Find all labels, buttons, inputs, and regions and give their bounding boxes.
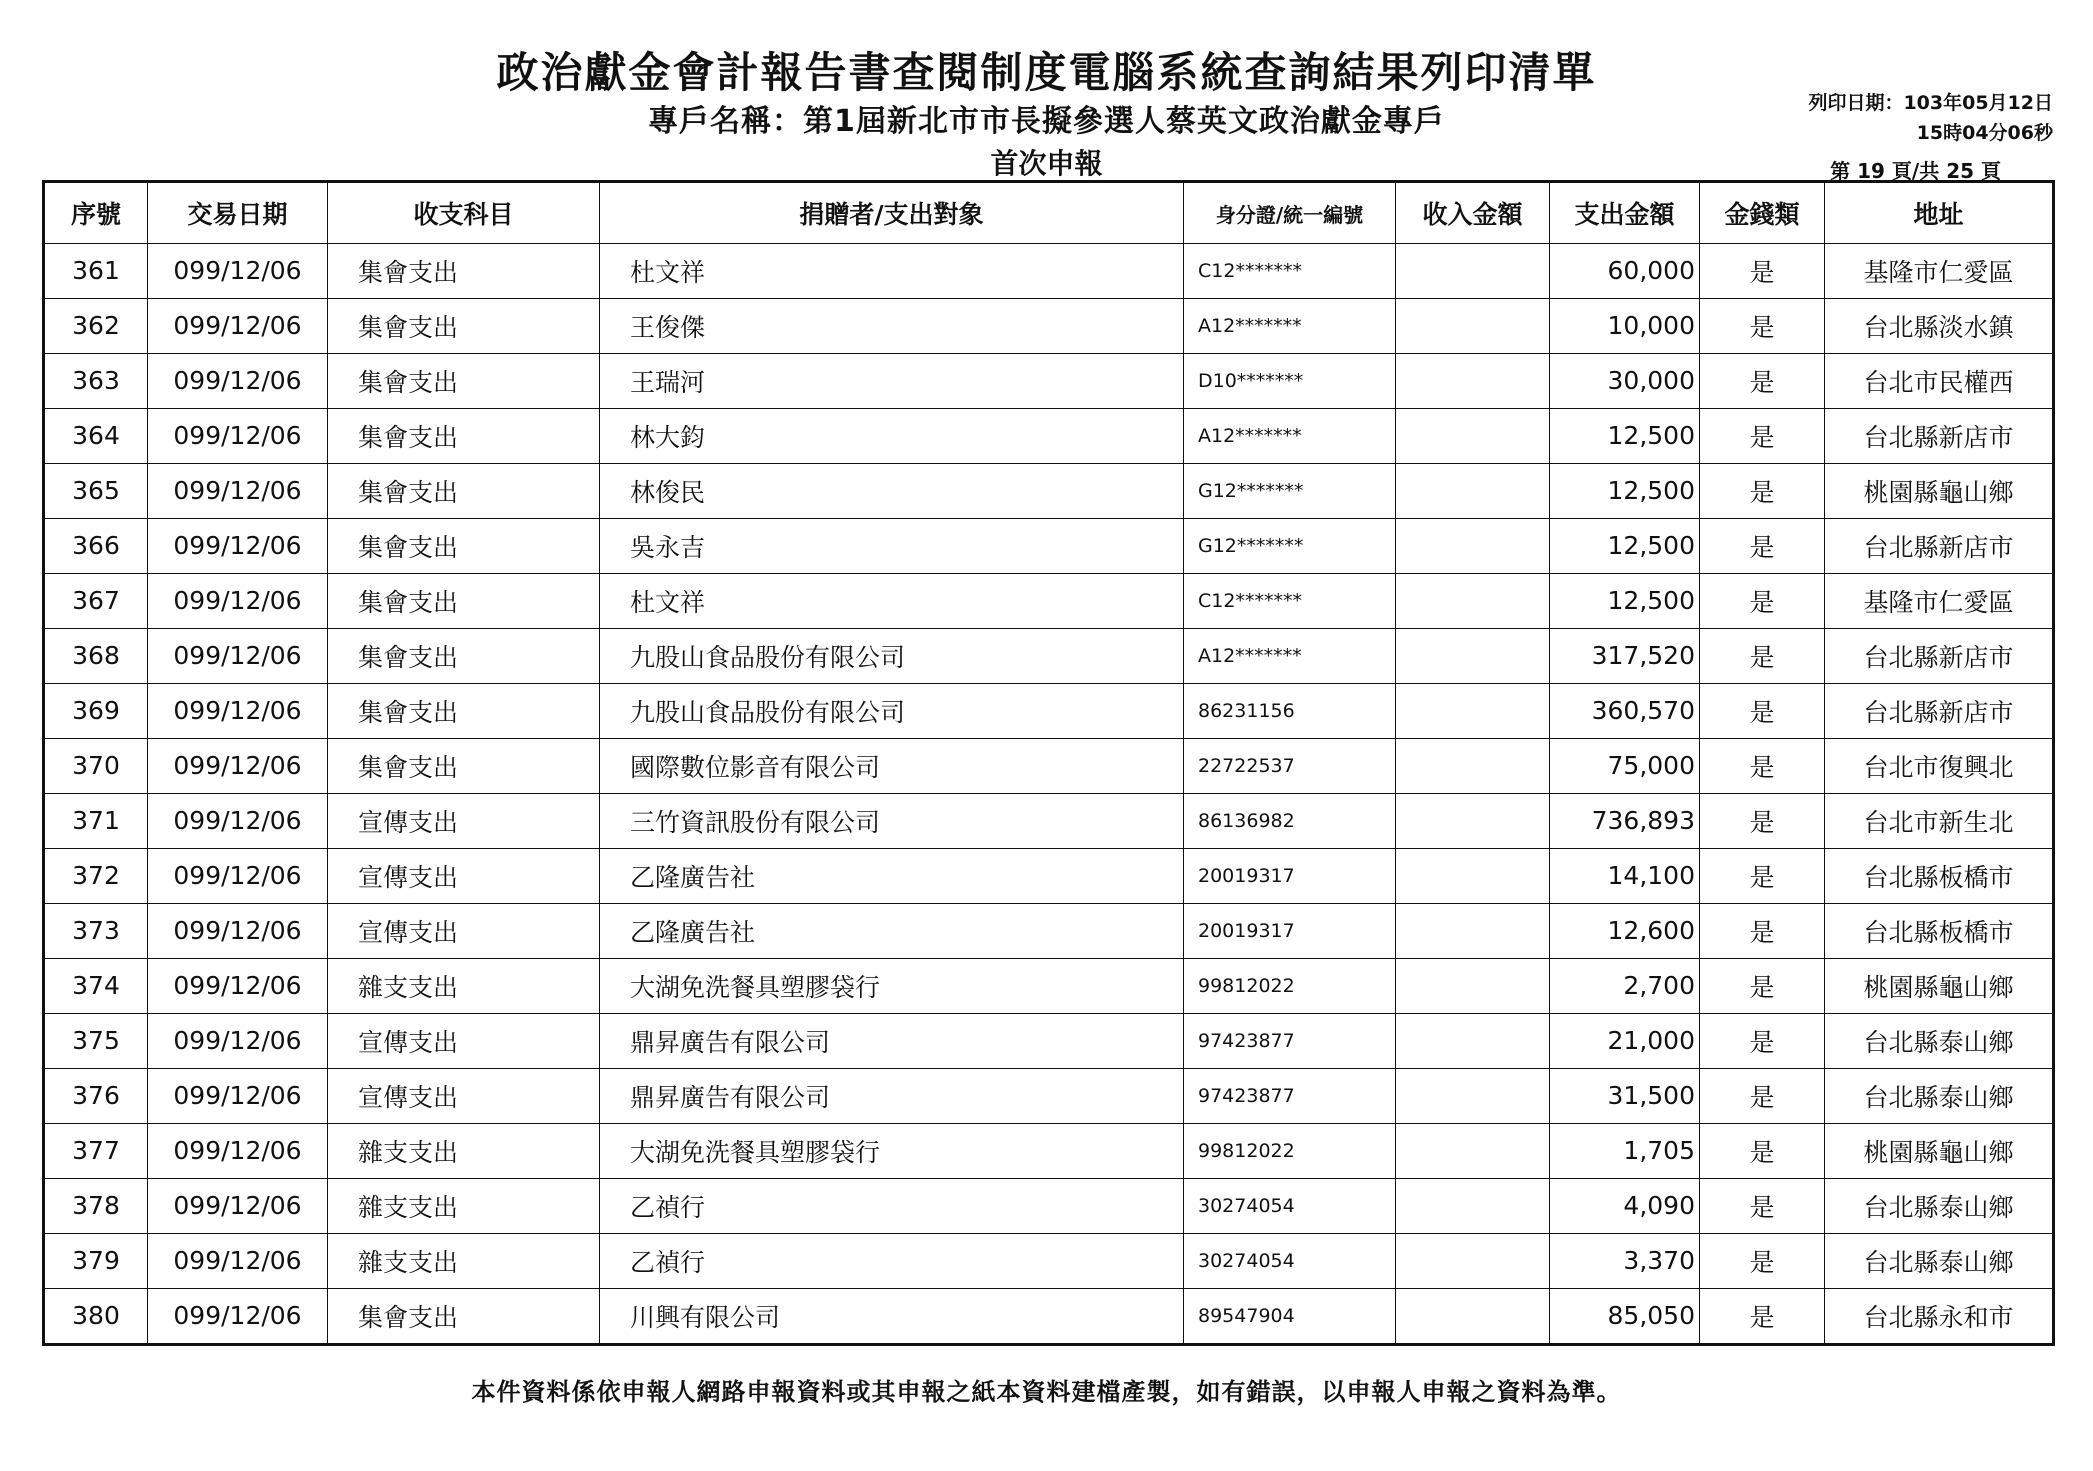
cell-party: 吳永吉 bbox=[600, 518, 1184, 573]
cell-expense: 3,370 bbox=[1550, 1233, 1700, 1288]
col-header-subject: 收支科目 bbox=[328, 182, 600, 244]
cell-income bbox=[1396, 298, 1550, 353]
cell-subject: 宣傳支出 bbox=[328, 903, 600, 958]
cell-cash: 是 bbox=[1700, 793, 1825, 848]
col-header-id: 身分證/統一編號 bbox=[1184, 182, 1396, 244]
cell-income bbox=[1396, 1123, 1550, 1178]
cell-id: C12******* bbox=[1184, 244, 1396, 299]
cell-party: 大湖免洗餐具塑膠袋行 bbox=[600, 958, 1184, 1013]
table-row bbox=[44, 518, 2054, 573]
cell-cash: 是 bbox=[1700, 1068, 1825, 1123]
cell-date: 099/12/06 bbox=[148, 1123, 328, 1178]
cell-party: 鼎昇廣告有限公司 bbox=[600, 1068, 1184, 1123]
cell-subject: 集會支出 bbox=[328, 244, 600, 299]
cell-subject: 宣傳支出 bbox=[328, 793, 600, 848]
cell-address: 台北市復興北 bbox=[1825, 738, 2054, 793]
cell-expense: 12,500 bbox=[1550, 463, 1700, 518]
cell-income bbox=[1396, 463, 1550, 518]
cell-address: 基隆市仁愛區 bbox=[1825, 573, 2054, 628]
cell-subject: 集會支出 bbox=[328, 738, 600, 793]
cell-income bbox=[1396, 848, 1550, 903]
cell-expense: 85,050 bbox=[1550, 1288, 1700, 1344]
cell-income bbox=[1396, 408, 1550, 463]
cell-address: 台北縣泰山鄉 bbox=[1825, 1233, 2054, 1288]
report-type: 首次申報 bbox=[990, 147, 1103, 180]
cell-expense: 4,090 bbox=[1550, 1178, 1700, 1233]
cell-id: D10******* bbox=[1184, 353, 1396, 408]
cell-id: 20019317 bbox=[1184, 903, 1396, 958]
cell-subject: 集會支出 bbox=[328, 408, 600, 463]
table-header-row bbox=[44, 182, 2054, 244]
page-info: 第 19 頁/共 25 頁 bbox=[1830, 159, 2001, 183]
cell-date: 099/12/06 bbox=[148, 1288, 328, 1344]
cell-date: 099/12/06 bbox=[148, 1013, 328, 1068]
cell-seq: 364 bbox=[44, 408, 148, 463]
cell-date: 099/12/06 bbox=[148, 573, 328, 628]
cell-date: 099/12/06 bbox=[148, 848, 328, 903]
cell-cash: 是 bbox=[1700, 298, 1825, 353]
cell-id: G12******* bbox=[1184, 518, 1396, 573]
cell-address: 台北縣板橋市 bbox=[1825, 903, 2054, 958]
cell-address: 基隆市仁愛區 bbox=[1825, 244, 2054, 299]
cell-party: 乙禎行 bbox=[600, 1178, 1184, 1233]
cell-cash: 是 bbox=[1700, 1123, 1825, 1178]
cell-address: 台北市新生北 bbox=[1825, 793, 2054, 848]
cell-id: 86136982 bbox=[1184, 793, 1396, 848]
cell-seq: 376 bbox=[44, 1068, 148, 1123]
table-row bbox=[44, 298, 2054, 353]
cell-date: 099/12/06 bbox=[148, 518, 328, 573]
table-row bbox=[44, 738, 2054, 793]
cell-subject: 集會支出 bbox=[328, 353, 600, 408]
cell-seq: 362 bbox=[44, 298, 148, 353]
col-header-expense: 支出金額 bbox=[1550, 182, 1700, 244]
cell-subject: 宣傳支出 bbox=[328, 1013, 600, 1068]
cell-seq: 368 bbox=[44, 628, 148, 683]
cell-cash: 是 bbox=[1700, 958, 1825, 1013]
cell-expense: 21,000 bbox=[1550, 1013, 1700, 1068]
cell-cash: 是 bbox=[1700, 683, 1825, 738]
cell-address: 台北縣泰山鄉 bbox=[1825, 1178, 2054, 1233]
col-header-address: 地址 bbox=[1825, 182, 2054, 244]
table-row bbox=[44, 1178, 2054, 1233]
cell-income bbox=[1396, 1013, 1550, 1068]
cell-address: 台北縣新店市 bbox=[1825, 683, 2054, 738]
cell-subject: 雜支支出 bbox=[328, 1178, 600, 1233]
cell-cash: 是 bbox=[1700, 1288, 1825, 1344]
table-row bbox=[44, 903, 2054, 958]
cell-income bbox=[1396, 903, 1550, 958]
cell-expense: 30,000 bbox=[1550, 353, 1700, 408]
cell-expense: 31,500 bbox=[1550, 1068, 1700, 1123]
cell-id: 99812022 bbox=[1184, 1123, 1396, 1178]
col-header-cash: 金錢類 bbox=[1700, 182, 1825, 244]
cell-subject: 雜支支出 bbox=[328, 1233, 600, 1288]
cell-expense: 12,500 bbox=[1550, 518, 1700, 573]
cell-income bbox=[1396, 518, 1550, 573]
table-row bbox=[44, 1233, 2054, 1288]
cell-seq: 380 bbox=[44, 1288, 148, 1344]
cell-expense: 360,570 bbox=[1550, 683, 1700, 738]
cell-seq: 365 bbox=[44, 463, 148, 518]
cell-id: A12******* bbox=[1184, 628, 1396, 683]
cell-cash: 是 bbox=[1700, 463, 1825, 518]
cell-address: 桃園縣龜山鄉 bbox=[1825, 1123, 2054, 1178]
print-timestamp bbox=[1808, 88, 2053, 148]
cell-expense: 75,000 bbox=[1550, 738, 1700, 793]
cell-seq: 374 bbox=[44, 958, 148, 1013]
cell-address: 台北縣泰山鄉 bbox=[1825, 1068, 2054, 1123]
cell-party: 王瑞河 bbox=[600, 353, 1184, 408]
cell-expense: 317,520 bbox=[1550, 628, 1700, 683]
cell-party: 九股山食品股份有限公司 bbox=[600, 683, 1184, 738]
table-row bbox=[44, 1123, 2054, 1178]
cell-date: 099/12/06 bbox=[148, 244, 328, 299]
cell-address: 台北市民權西 bbox=[1825, 353, 2054, 408]
cell-expense: 2,700 bbox=[1550, 958, 1700, 1013]
cell-cash: 是 bbox=[1700, 573, 1825, 628]
cell-cash: 是 bbox=[1700, 848, 1825, 903]
cell-subject: 集會支出 bbox=[328, 1288, 600, 1344]
cell-address: 台北縣淡水鎮 bbox=[1825, 298, 2054, 353]
cell-id: C12******* bbox=[1184, 573, 1396, 628]
cell-party: 林大鈞 bbox=[600, 408, 1184, 463]
cell-seq: 367 bbox=[44, 573, 148, 628]
table-row bbox=[44, 408, 2054, 463]
cell-expense: 12,500 bbox=[1550, 408, 1700, 463]
cell-date: 099/12/06 bbox=[148, 738, 328, 793]
cell-cash: 是 bbox=[1700, 408, 1825, 463]
cell-seq: 377 bbox=[44, 1123, 148, 1178]
cell-cash: 是 bbox=[1700, 738, 1825, 793]
cell-seq: 366 bbox=[44, 518, 148, 573]
cell-income bbox=[1396, 573, 1550, 628]
cell-id: A12******* bbox=[1184, 298, 1396, 353]
table-row bbox=[44, 463, 2054, 518]
cell-id: 97423877 bbox=[1184, 1068, 1396, 1123]
table-row bbox=[44, 958, 2054, 1013]
cell-subject: 集會支出 bbox=[328, 298, 600, 353]
cell-date: 099/12/06 bbox=[148, 1178, 328, 1233]
print-time: 15時04分06秒 bbox=[1916, 122, 2053, 144]
cell-cash: 是 bbox=[1700, 1233, 1825, 1288]
cell-address: 台北縣新店市 bbox=[1825, 408, 2054, 463]
cell-date: 099/12/06 bbox=[148, 958, 328, 1013]
cell-id: 97423877 bbox=[1184, 1013, 1396, 1068]
table-row bbox=[44, 793, 2054, 848]
cell-id: 30274054 bbox=[1184, 1233, 1396, 1288]
cell-id: G12******* bbox=[1184, 463, 1396, 518]
col-header-party: 捐贈者/支出對象 bbox=[600, 182, 1184, 244]
cell-party: 鼎昇廣告有限公司 bbox=[600, 1013, 1184, 1068]
cell-address: 台北縣永和市 bbox=[1825, 1288, 2054, 1344]
cell-income bbox=[1396, 1288, 1550, 1344]
cell-party: 乙隆廣告社 bbox=[600, 903, 1184, 958]
cell-party: 杜文祥 bbox=[600, 573, 1184, 628]
cell-party: 乙隆廣告社 bbox=[600, 848, 1184, 903]
table-row bbox=[44, 353, 2054, 408]
cell-expense: 60,000 bbox=[1550, 244, 1700, 299]
table-row bbox=[44, 683, 2054, 738]
cell-seq: 371 bbox=[44, 793, 148, 848]
transactions-table bbox=[42, 180, 2055, 1346]
cell-seq: 363 bbox=[44, 353, 148, 408]
cell-subject: 集會支出 bbox=[328, 463, 600, 518]
cell-cash: 是 bbox=[1700, 903, 1825, 958]
cell-party: 國際數位影音有限公司 bbox=[600, 738, 1184, 793]
cell-income bbox=[1396, 244, 1550, 299]
table-body bbox=[44, 244, 2054, 1345]
cell-date: 099/12/06 bbox=[148, 408, 328, 463]
cell-seq: 373 bbox=[44, 903, 148, 958]
cell-party: 九股山食品股份有限公司 bbox=[600, 628, 1184, 683]
cell-cash: 是 bbox=[1700, 244, 1825, 299]
cell-party: 林俊民 bbox=[600, 463, 1184, 518]
cell-date: 099/12/06 bbox=[148, 298, 328, 353]
cell-address: 台北縣板橋市 bbox=[1825, 848, 2054, 903]
cell-id: 30274054 bbox=[1184, 1178, 1396, 1233]
cell-seq: 370 bbox=[44, 738, 148, 793]
cell-income bbox=[1396, 1178, 1550, 1233]
cell-id: A12******* bbox=[1184, 408, 1396, 463]
cell-expense: 12,600 bbox=[1550, 903, 1700, 958]
cell-subject: 宣傳支出 bbox=[328, 848, 600, 903]
cell-id: 89547904 bbox=[1184, 1288, 1396, 1344]
cell-income bbox=[1396, 353, 1550, 408]
cell-id: 20019317 bbox=[1184, 848, 1396, 903]
disclaimer-note: 本件資料係依申報人網路申報資料或其申報之紙本資料建檔產製，如有錯誤，以申報人申報之資料為準。 bbox=[471, 1378, 1622, 1406]
cell-cash: 是 bbox=[1700, 1013, 1825, 1068]
cell-party: 大湖免洗餐具塑膠袋行 bbox=[600, 1123, 1184, 1178]
cell-party: 杜文祥 bbox=[600, 244, 1184, 299]
cell-subject: 集會支出 bbox=[328, 628, 600, 683]
cell-income bbox=[1396, 628, 1550, 683]
cell-subject: 宣傳支出 bbox=[328, 1068, 600, 1123]
cell-party: 三竹資訊股份有限公司 bbox=[600, 793, 1184, 848]
table-row bbox=[44, 1068, 2054, 1123]
cell-seq: 375 bbox=[44, 1013, 148, 1068]
cell-expense: 736,893 bbox=[1550, 793, 1700, 848]
cell-cash: 是 bbox=[1700, 1178, 1825, 1233]
cell-seq: 378 bbox=[44, 1178, 148, 1233]
cell-seq: 379 bbox=[44, 1233, 148, 1288]
col-header-seq: 序號 bbox=[44, 182, 148, 244]
cell-income bbox=[1396, 1233, 1550, 1288]
col-header-date: 交易日期 bbox=[148, 182, 328, 244]
cell-address: 台北縣新店市 bbox=[1825, 518, 2054, 573]
cell-party: 王俊傑 bbox=[600, 298, 1184, 353]
cell-income bbox=[1396, 793, 1550, 848]
cell-cash: 是 bbox=[1700, 353, 1825, 408]
cell-income bbox=[1396, 958, 1550, 1013]
table-row bbox=[44, 628, 2054, 683]
cell-address: 台北縣新店市 bbox=[1825, 628, 2054, 683]
cell-expense: 10,000 bbox=[1550, 298, 1700, 353]
cell-cash: 是 bbox=[1700, 518, 1825, 573]
cell-id: 86231156 bbox=[1184, 683, 1396, 738]
table-row bbox=[44, 573, 2054, 628]
cell-subject: 集會支出 bbox=[328, 683, 600, 738]
cell-income bbox=[1396, 683, 1550, 738]
cell-subject: 雜支支出 bbox=[328, 958, 600, 1013]
table-row bbox=[44, 244, 2054, 299]
account-name: 專戶名稱：第1屆新北市市長擬參選人蔡英文政治獻金專戶 bbox=[648, 104, 1445, 139]
cell-subject: 集會支出 bbox=[328, 518, 600, 573]
table-row bbox=[44, 1288, 2054, 1344]
cell-seq: 372 bbox=[44, 848, 148, 903]
print-date: 列印日期：103年05月12日 bbox=[1808, 92, 2053, 114]
cell-cash: 是 bbox=[1700, 628, 1825, 683]
cell-date: 099/12/06 bbox=[148, 683, 328, 738]
cell-seq: 361 bbox=[44, 244, 148, 299]
cell-income bbox=[1396, 1068, 1550, 1123]
table-row bbox=[44, 848, 2054, 903]
cell-income bbox=[1396, 738, 1550, 793]
cell-id: 99812022 bbox=[1184, 958, 1396, 1013]
cell-expense: 1,705 bbox=[1550, 1123, 1700, 1178]
table-row bbox=[44, 1013, 2054, 1068]
cell-date: 099/12/06 bbox=[148, 463, 328, 518]
cell-subject: 集會支出 bbox=[328, 573, 600, 628]
cell-party: 乙禎行 bbox=[600, 1233, 1184, 1288]
cell-expense: 12,500 bbox=[1550, 573, 1700, 628]
cell-address: 桃園縣龜山鄉 bbox=[1825, 463, 2054, 518]
cell-date: 099/12/06 bbox=[148, 793, 328, 848]
cell-address: 台北縣泰山鄉 bbox=[1825, 1013, 2054, 1068]
cell-subject: 雜支支出 bbox=[328, 1123, 600, 1178]
col-header-income: 收入金額 bbox=[1396, 182, 1550, 244]
report-title: 政治獻金會計報告書查閱制度電腦系統查詢結果列印清單 bbox=[496, 48, 1597, 97]
cell-date: 099/12/06 bbox=[148, 628, 328, 683]
cell-seq: 369 bbox=[44, 683, 148, 738]
cell-date: 099/12/06 bbox=[148, 1233, 328, 1288]
cell-date: 099/12/06 bbox=[148, 1068, 328, 1123]
cell-date: 099/12/06 bbox=[148, 353, 328, 408]
cell-expense: 14,100 bbox=[1550, 848, 1700, 903]
cell-party: 川興有限公司 bbox=[600, 1288, 1184, 1344]
cell-date: 099/12/06 bbox=[148, 903, 328, 958]
cell-id: 22722537 bbox=[1184, 738, 1396, 793]
cell-address: 桃園縣龜山鄉 bbox=[1825, 958, 2054, 1013]
